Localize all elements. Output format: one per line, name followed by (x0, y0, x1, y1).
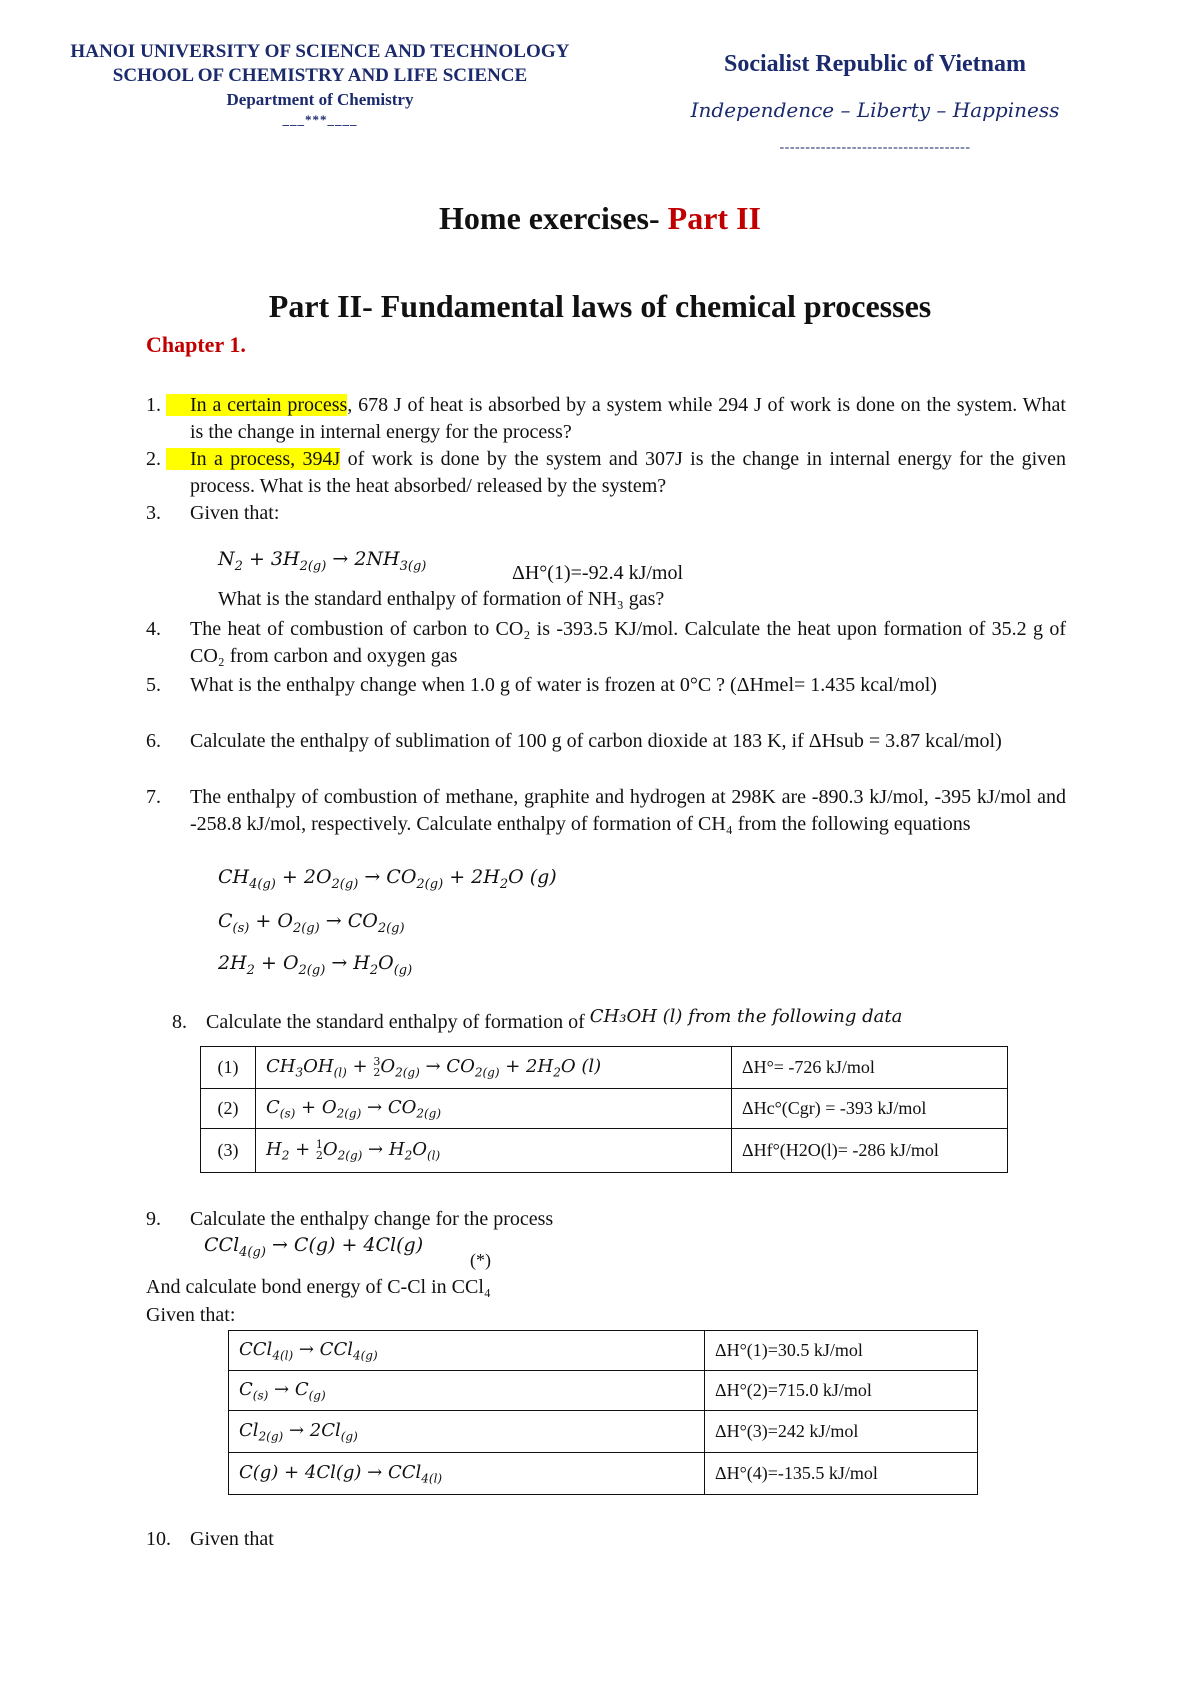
reaction-cell: $Cl_{2(g)} \to 2Cl_{(g)}$ (229, 1411, 705, 1453)
question-number: 1. (146, 394, 161, 416)
school-name: SCHOOL OF CHEMISTRY AND LIFE SCIENCE (112, 65, 528, 86)
section-title: Part II- Fundamental laws of chemical processes (268, 288, 932, 324)
header-divider: ------------------------------------- (779, 140, 971, 155)
question-6 (146, 728, 1066, 755)
question-number: 2. (146, 448, 161, 470)
reaction-cell: CCl$_{4(l)}$ → CCl$_{4(g)}$ (229, 1331, 705, 1371)
question-text: Given that: (190, 502, 280, 524)
given-label: Given that: (146, 1304, 236, 1326)
country-name: Socialist Republic of Vietnam (723, 51, 1026, 77)
question-9 (146, 1206, 1066, 1233)
enthalpy-cell: ΔH°(1)=30.5 kJ/mol (705, 1331, 978, 1371)
highlighted-text: In a process, 394J (190, 448, 341, 470)
table-row (229, 1411, 978, 1453)
enthalpy-cell: ΔH°(2)=715.0 kJ/mol (705, 1371, 978, 1411)
question-10 (146, 1526, 1066, 1553)
enthalpy-cell: ΔH°= -726 kJ/mol (732, 1047, 1008, 1089)
reaction-cell: $C_{(s)} + O_{2(g)} \to CO_{2(g)}$ (256, 1089, 732, 1129)
equation: $2H_2 + O_{2(g)} \to H_2O_{(g)}$ (218, 952, 413, 978)
question-text: , 678 J of heat is absorbed by a system while 294 J of work is done on the system. What is the change in internal energy for the process? (190, 394, 1066, 443)
data-table-q9 (228, 1330, 978, 1495)
reaction-cell: C(g) + 4Cl(g) → CCl$_{4(l)}$ (229, 1453, 705, 1495)
question-4 (146, 616, 1066, 670)
equation: $N_2 + 3H_{2(g)} \to 2NH_{3(g)}$ (218, 548, 427, 574)
row-id: (1) (201, 1047, 256, 1089)
highlighted-text: In a certain process (190, 394, 348, 416)
question-number: 8. (172, 1011, 187, 1033)
question-3 (146, 500, 1066, 527)
question-number: 10. (146, 1528, 171, 1550)
reaction-cell: $C_{(s)} \to C_{(g)}$ (229, 1371, 705, 1411)
equation-marker: (*) (470, 1250, 491, 1270)
data-table-q8 (200, 1046, 1008, 1173)
question-2 (146, 446, 1066, 500)
table-row (201, 1047, 1008, 1089)
question-text: The enthalpy of combustion of methane, graphite and hydrogen at 298K are -890.3 kJ/mol, -395 kJ/mol and -258.8 kJ/mol, respectively. Calculate enthalpy of formation of CH₄ from the following equations (190, 786, 1066, 835)
row-id: (3) (201, 1129, 256, 1173)
question-subtext: What is the standard enthalpy of formation of NH₃ gas? (218, 588, 665, 610)
question-1 (146, 392, 1066, 446)
question-number: 6. (146, 730, 161, 752)
table-row (229, 1453, 978, 1495)
table-row (229, 1371, 978, 1411)
page-title (0, 200, 1200, 237)
question-number: 3. (146, 502, 161, 524)
table-row (229, 1331, 978, 1371)
question-7 (146, 784, 1066, 838)
chapter-heading: Chapter 1. (146, 332, 246, 357)
question-8 (172, 1006, 902, 1034)
enthalpy-cell: ΔH°(3)=242 kJ/mol (705, 1411, 978, 1453)
question-text: What is the enthalpy change when 1.0 g of water is frozen at 0°C ? (ΔHmel= 1.435 kcal/mol) (190, 674, 937, 696)
reaction-cell: $H_2$ + 1 2 $O_{2(g)} \to H_2O_{(l)}$ (256, 1129, 732, 1173)
question-number: 9. (146, 1208, 161, 1230)
question-math: CH₃OH (l) from the following data (589, 1006, 903, 1027)
question-subtext: And calculate bond energy of C-Cl in CCl₄ (146, 1276, 491, 1298)
table-row (201, 1129, 1008, 1173)
institution-header (20, 40, 620, 128)
table-row (201, 1089, 1008, 1129)
question-number: 5. (146, 674, 161, 696)
question-text: of work is done by the system and 307J is the change in internal energy for the given process. What is the heat absorbed/ released by the system? (190, 448, 1066, 497)
question-text: The heat of combustion of carbon to CO₂ is -393.5 KJ/mol. Calculate the heat upon formation of 35.2 g of CO₂ from carbon and oxygen gas (190, 618, 1066, 667)
department-name: Department of Chemistry (226, 90, 414, 109)
header-separator: ___***____ (282, 112, 358, 127)
question-text: Calculate the enthalpy of sublimation of 100 g of carbon dioxide at 183 K, if ΔHsub = 3.87 kcal/mol) (190, 730, 1002, 752)
enthalpy-cell: ΔHf°(H2O(l)= -286 kJ/mol (732, 1129, 1008, 1173)
reaction-cell: $CH_3OH_{(l)}$ + 3 2 $O_{2(g)} \to CO_{2(g)} + 2H_2O$ (l) (256, 1047, 732, 1089)
university-name: HANOI UNIVERSITY OF SCIENCE AND TECHNOLOGY (70, 41, 570, 62)
enthalpy-value: ΔH°(1)=-92.4 kJ/mol (512, 562, 684, 584)
highlight-mark (166, 394, 190, 416)
question-number: 7. (146, 786, 161, 808)
enthalpy-cell: ΔH°(4)=-135.5 kJ/mol (705, 1453, 978, 1495)
national-motto: Independence – Liberty – Happiness (690, 98, 1060, 122)
question-5 (146, 672, 1066, 699)
equation: CCl$_{4(g)}$ → C(g) + 4Cl(g) (204, 1234, 424, 1260)
question-number: 4. (146, 618, 161, 640)
question-text: Calculate the standard enthalpy of formation of (206, 1011, 590, 1033)
title-prefix: Home exercises- (439, 200, 668, 236)
row-id: (2) (201, 1089, 256, 1129)
equation: $C_{(s)} + O_{2(g)} \to CO_{2(g)}$ (218, 910, 405, 936)
title-highlight: Part II (667, 200, 761, 236)
national-header (630, 48, 1120, 158)
question-text: Given that (190, 1528, 274, 1550)
question-text: Calculate the enthalpy change for the process (190, 1208, 554, 1230)
enthalpy-cell: ΔHc°(Cgr) = -393 kJ/mol (732, 1089, 1008, 1129)
equation: $CH_{4(g)} + 2O_{2(g)} \to CO_{2(g)} + 2H_2O$ (g) (218, 866, 557, 892)
highlight-mark (166, 448, 190, 470)
